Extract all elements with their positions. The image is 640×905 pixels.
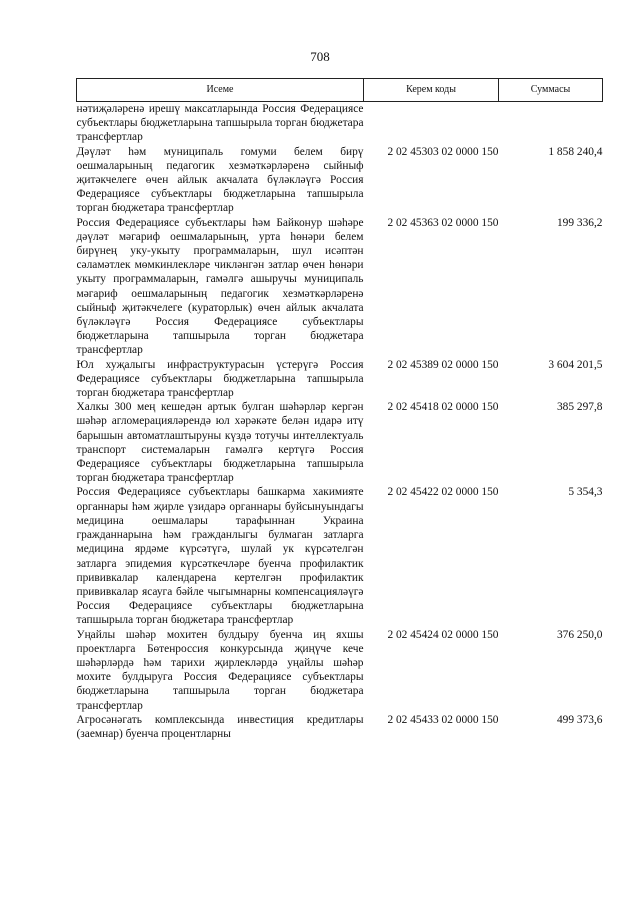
table-row — [77, 713, 603, 741]
row-code: 2 02 45389 02 0000 150 — [387, 358, 499, 371]
column-header-name: Исеме — [77, 79, 364, 102]
table-header-row — [77, 79, 603, 102]
table-row — [77, 358, 603, 401]
row-name: Россия Федерациясе субъектлары һәм Байконур шәһәре дәүләт мәгариф оешмаларының, урта һөнәри белем бирүнең уку-укыту программаларын, шул исәптән сәламәтлек мөмкинлекләре чикләнгән затлар өчен һөнәри укыту программаларын, гамәлгә ашыручы муниципаль мәгариф оешмаларының педагогик хезмәткәрләренә сыйныф җитәкчелеге (кураторлык) өчен айлык акчалата бүләкләүгә Россия Федерациясе субъектлары бюджетларына тапшырыла торган бюджетара трансфертлар — [76, 216, 364, 357]
row-code: 2 02 45303 02 0000 150 — [387, 145, 499, 158]
table-row — [77, 400, 603, 485]
row-sum: 199 336,2 — [556, 216, 603, 229]
row-sum: 499 373,6 — [556, 713, 603, 726]
row-sum: 385 297,8 — [556, 401, 603, 414]
row-code: 2 02 45418 02 0000 150 — [387, 401, 499, 414]
row-code: 2 02 45424 02 0000 150 — [387, 628, 499, 641]
row-name: Юл хуҗалыгы инфраструктурасын үстерүгә Россия Федерациясе субъектлары бюджетларына тапшырыла торган бюджетара трансфертлар — [76, 358, 364, 400]
row-code: 2 02 45363 02 0000 150 — [387, 216, 499, 229]
row-name: нәтиҗәләренә ирешү максатларында Россия Федерациясе субъектлары бюджетларына тапшырыла торган бюджетара трансфертлар — [76, 103, 364, 144]
budget-table — [76, 78, 603, 741]
table-row — [77, 102, 603, 145]
row-sum: 1 858 240,4 — [548, 145, 603, 158]
row-name: Дәүләт һәм муниципаль гомуми белем бирү оешмаларының педагогик хезмәткәрләренә сыйныф җитәкчелеге өчен айлык акчалата бүләкләүгә Россия Федерациясе субъектлары бюджетларына тапшырыла торган бюджетара трансфертлар — [76, 145, 364, 215]
row-name: Уңайлы шәһәр мохитен булдыру буенча иң яхшы проектларга Бөтенроссия конкурсында җиңүче кече шәһәрләрдә һәм тарихи җирлекләрдә уңайлы шәһәр мохите булдыруга Россия Федерациясе субъектлары бюджетларына тапшырыла торган бюджетара трансфертлар — [76, 628, 364, 712]
row-name: Агросәнәгать комплексында инвестиция кредитлары (заемнар) буенча процентларны — [76, 713, 364, 740]
row-sum: 5 354,3 — [568, 486, 603, 499]
column-header-sum: Суммасы — [499, 79, 603, 102]
row-code: 2 02 45422 02 0000 150 — [387, 486, 499, 499]
row-sum: 3 604 201,5 — [548, 358, 603, 371]
row-sum — [499, 102, 603, 145]
page-number: 708 — [310, 49, 330, 64]
table-row — [77, 216, 603, 358]
table-row — [77, 145, 603, 216]
row-name: Россия Федерациясе субъектлары башкарма хакимияте органнары һәм җирле үзидарә органнары буйсынуындагы медицина оешмалары тарафыннан Украина гражданнарына һәм гражданлыгы булмаган затларга медицина ярдәме күрсәтүгә, шулай ук күрсәтелгән затларга эпидемия күрсәткечләре буенча профилактик прививкалар календарена кертелгән профилактик прививкалар ясауга бәйле чыгымнарны компенсацияләүгә Россия Федерациясе субъектлары бюджетларына тапшырыла торган бюджетара трансфертлар — [76, 486, 364, 627]
row-name: Халкы 300 мең кешедән артык булган шәһәрләр кергән шәһәр агломерацияләрендә юл хәрәкәте белән идарә итү барышын автоматлаштыруны күздә тотучы интеллектуаль транспорт системаларын гамәлгә кертүгә Россия Федерациясе субъектлары бюджетларына тапшырыла торган бюджетара трансфертлар — [76, 401, 364, 485]
column-header-code: Керем коды — [364, 79, 499, 102]
row-code — [364, 102, 499, 145]
row-sum: 376 250,0 — [556, 628, 603, 641]
row-code: 2 02 45433 02 0000 150 — [387, 713, 499, 726]
table-row — [77, 628, 603, 713]
table-row — [77, 485, 603, 627]
